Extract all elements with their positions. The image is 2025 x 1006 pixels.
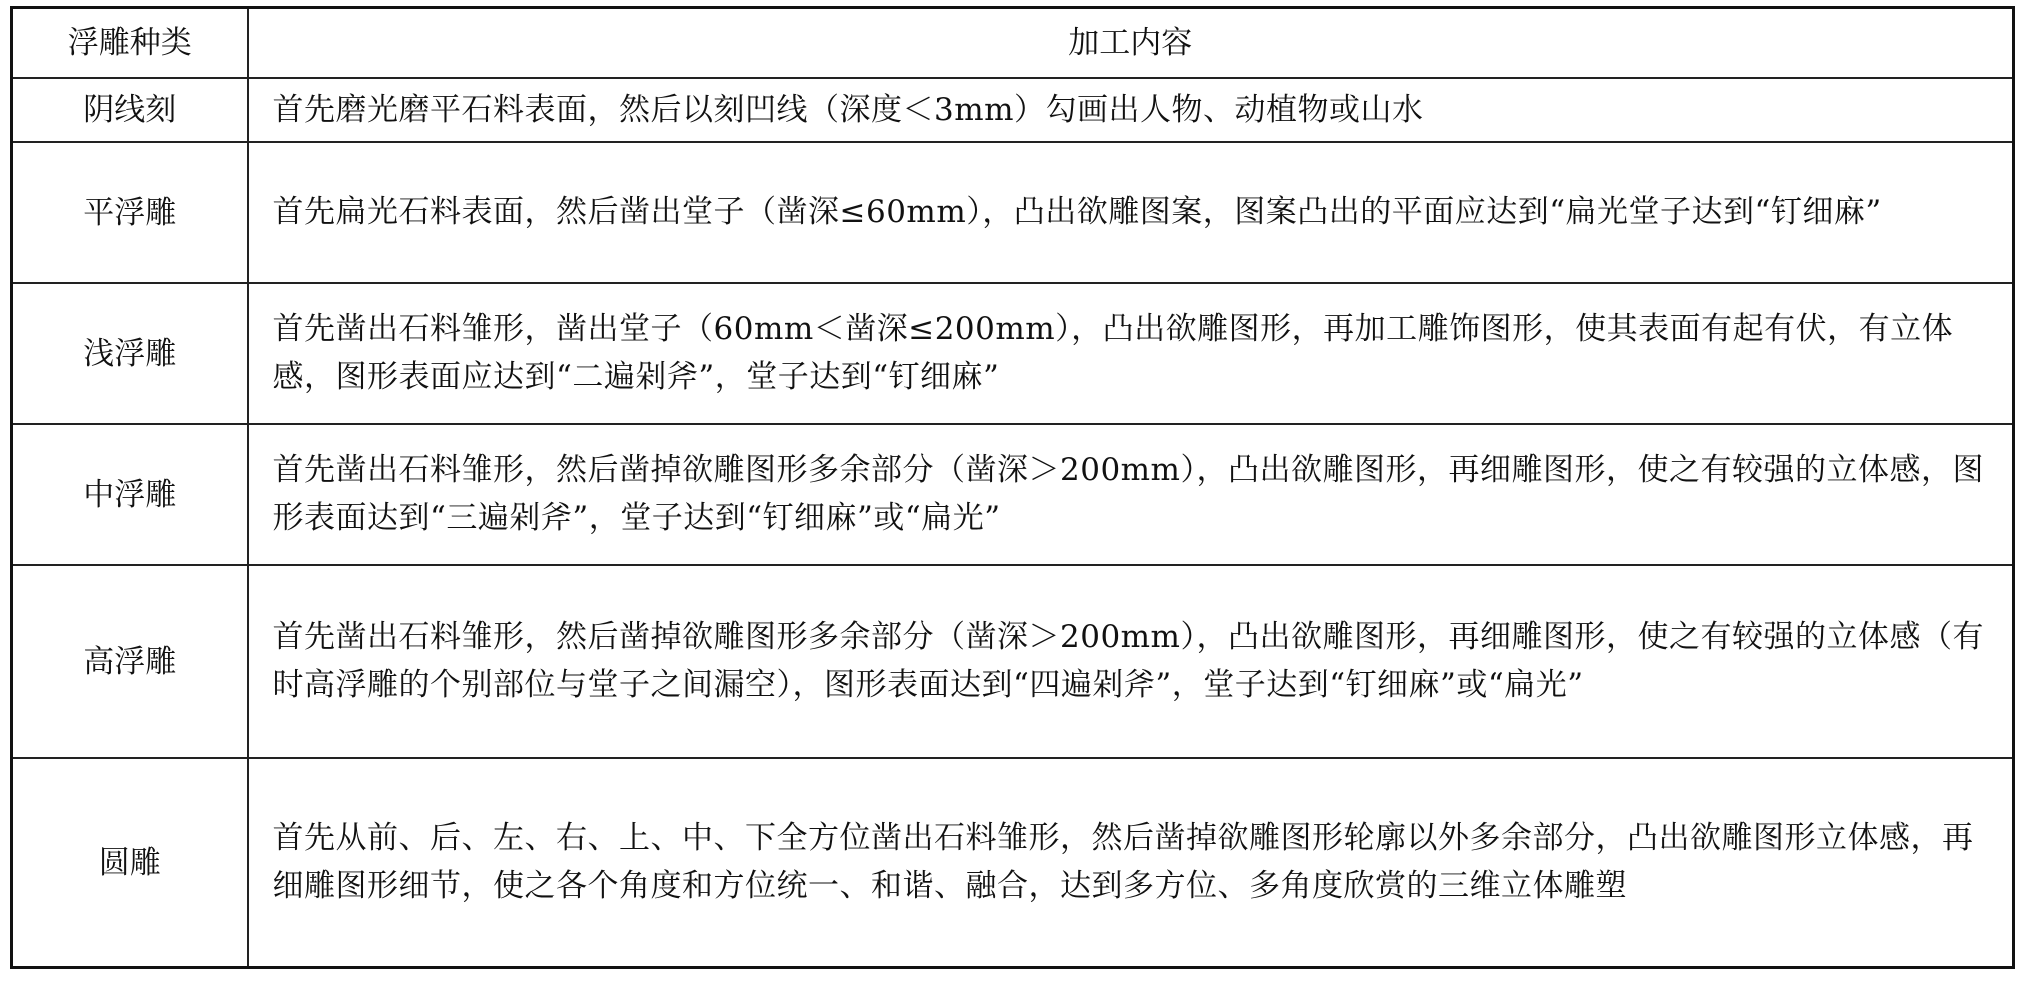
table-row [12,424,2014,565]
processing-content-cell: 首先凿出石料雏形，然后凿掉欲雕图形多余部分（凿深＞200mm），凸出欲雕图形，再细雕图形，使之有较强的立体感（有时高浮雕的个别部位与堂子之间漏空），图形表面达到“四遍剁斧”，堂子达到“钉细麻”或“扁光” [248,565,2014,758]
processing-content-cell: 首先凿出石料雏形，然后凿掉欲雕图形多余部分（凿深＞200mm），凸出欲雕图形，再细雕图形，使之有较强的立体感，图形表面达到“三遍剁斧”，堂子达到“钉细麻”或“扁光” [248,424,2014,565]
relief-type-cell: 圆雕 [12,758,248,968]
table-row [12,142,2014,283]
processing-content-cell: 首先从前、后、左、右、上、中、下全方位凿出石料雏形，然后凿掉欲雕图形轮廓以外多余部分，凸出欲雕图形立体感，再细雕图形细节，使之各个角度和方位统一、和谐、融合，达到多方位、多角度欣赏的三维立体雕塑 [248,758,2014,968]
table-row [12,565,2014,758]
relief-type-cell: 阴线刻 [12,78,248,142]
relief-carving-table [10,6,2015,969]
relief-type-cell: 平浮雕 [12,142,248,283]
processing-content-cell: 首先扁光石料表面，然后凿出堂子（凿深≤60mm），凸出欲雕图案，图案凸出的平面应达到“扁光堂子达到“钉细麻” [248,142,2014,283]
relief-type-cell: 高浮雕 [12,565,248,758]
table-row [12,78,2014,142]
table-header-row [12,8,2014,79]
header-relief-type: 浮雕种类 [12,8,248,79]
processing-content-cell: 首先磨光磨平石料表面，然后以刻凹线（深度＜3mm）勾画出人物、动植物或山水 [248,78,2014,142]
table-row [12,283,2014,424]
header-processing-content: 加工内容 [248,8,2014,79]
table-row [12,758,2014,968]
processing-content-cell: 首先凿出石料雏形，凿出堂子（60mm＜凿深≤200mm），凸出欲雕图形，再加工雕饰图形，使其表面有起有伏，有立体感，图形表面应达到“二遍剁斧”，堂子达到“钉细麻” [248,283,2014,424]
relief-type-cell: 中浮雕 [12,424,248,565]
relief-carving-table-container [10,6,2012,969]
relief-type-cell: 浅浮雕 [12,283,248,424]
